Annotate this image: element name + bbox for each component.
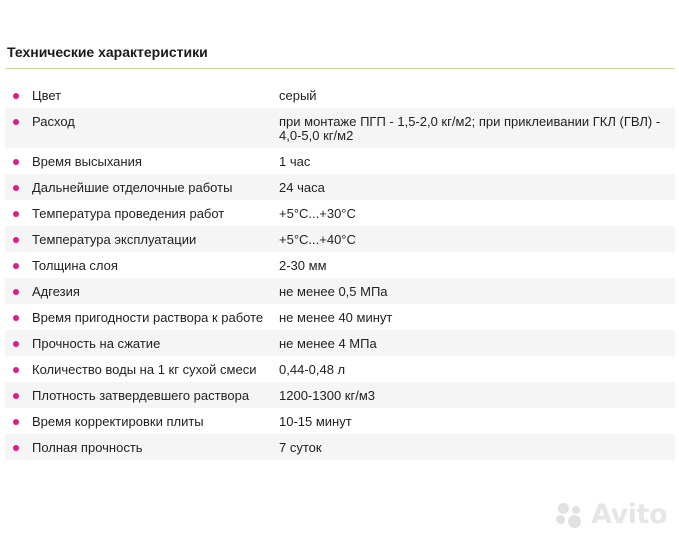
spec-name: Полная прочность xyxy=(32,440,143,455)
spec-name: Прочность на сжатие xyxy=(32,336,161,351)
spec-value: не менее 0,5 МПа xyxy=(279,284,388,299)
spec-name: Температура эксплуатации xyxy=(32,232,197,247)
spec-name: Время пригодности раствора к работе xyxy=(32,310,264,325)
spec-name: Количество воды на 1 кг сухой смеси xyxy=(32,362,257,377)
bullet-icon xyxy=(13,119,19,125)
spec-name: Адгезия xyxy=(32,284,80,299)
spec-value: серый xyxy=(279,88,317,103)
spec-row xyxy=(5,108,675,148)
spec-value: 0,44-0,48 л xyxy=(279,362,346,377)
spec-row xyxy=(5,226,675,252)
bullet-icon xyxy=(13,237,19,243)
spec-value: не менее 40 минут xyxy=(279,310,393,325)
spec-row xyxy=(5,330,675,356)
spec-value: 1 час xyxy=(279,154,311,169)
bullet-icon xyxy=(13,393,19,399)
spec-name: Дальнейшие отделочные работы xyxy=(32,180,233,195)
spec-row xyxy=(5,200,675,226)
spec-table xyxy=(5,82,675,460)
spec-name: Температура проведения работ xyxy=(32,206,225,221)
spec-name: Расход xyxy=(32,114,75,129)
spec-value: при монтаже ПГП - 1,5-2,0 кг/м2; при приклеивании ГКЛ (ГВЛ) - 4,0-5,0 кг/м2 xyxy=(279,114,661,143)
spec-name: Время высыхания xyxy=(32,154,142,169)
bullet-icon xyxy=(13,263,19,269)
spec-value: +5°С...+30°С xyxy=(279,206,356,221)
spec-row xyxy=(5,356,675,382)
spec-row xyxy=(5,82,675,108)
bullet-icon xyxy=(13,185,19,191)
spec-row xyxy=(5,304,675,330)
spec-value: 24 часа xyxy=(279,180,325,195)
spec-name: Время корректировки плиты xyxy=(32,414,204,429)
spec-row xyxy=(5,408,675,434)
spec-row xyxy=(5,252,675,278)
spec-value: 10-15 минут xyxy=(279,414,352,429)
spec-row xyxy=(5,382,675,408)
bullet-icon xyxy=(13,93,19,99)
bullet-icon xyxy=(13,211,19,217)
bullet-icon xyxy=(13,159,19,165)
spec-name: Цвет xyxy=(32,88,62,103)
spec-name: Толщина слоя xyxy=(32,258,118,273)
spec-name: Плотность затвердевшего раствора xyxy=(32,388,250,403)
avito-watermark xyxy=(556,499,667,530)
spec-value: не менее 4 МПа xyxy=(279,336,377,351)
bullet-icon xyxy=(13,445,19,451)
spec-value: 2-30 мм xyxy=(279,258,327,273)
spec-value: +5°С...+40°С xyxy=(279,232,356,247)
spec-section-title: Технические характеристики xyxy=(7,44,208,60)
bullet-icon xyxy=(13,341,19,347)
title-divider xyxy=(5,68,675,69)
avito-logo-icon xyxy=(556,502,586,528)
spec-row xyxy=(5,148,675,174)
spec-row xyxy=(5,174,675,200)
watermark-text: Avito xyxy=(591,499,667,530)
bullet-icon xyxy=(13,367,19,373)
spec-row xyxy=(5,434,675,460)
spec-value: 7 суток xyxy=(279,440,322,455)
bullet-icon xyxy=(13,419,19,425)
spec-value: 1200-1300 кг/м3 xyxy=(279,388,375,403)
bullet-icon xyxy=(13,315,19,321)
bullet-icon xyxy=(13,289,19,295)
spec-row xyxy=(5,278,675,304)
